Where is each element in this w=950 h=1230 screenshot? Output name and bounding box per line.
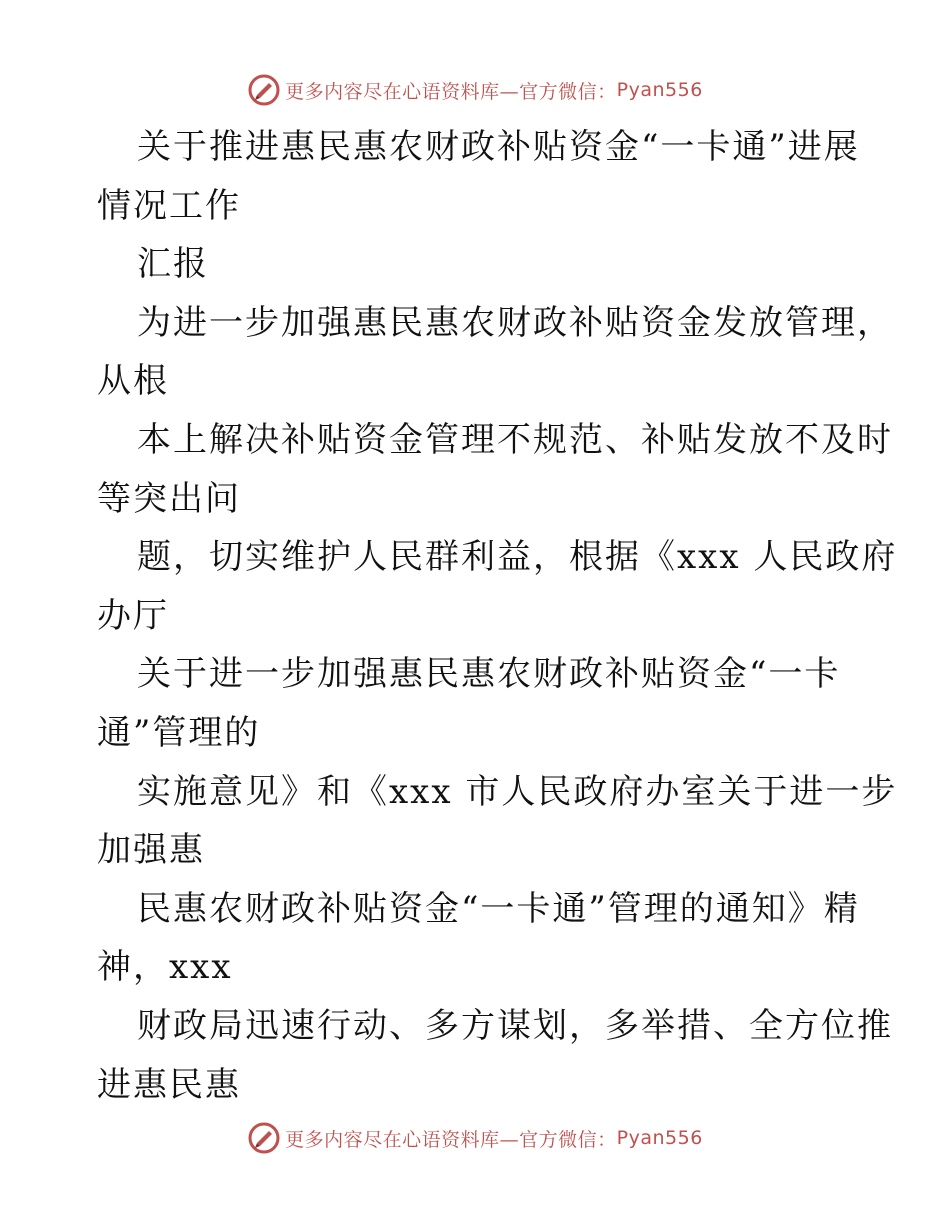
text-line: 本上解决补贴资金管理不规范、补贴发放不及时	[137, 419, 893, 460]
banner-text: 更多内容尽在心语资料库—官方微信：	[285, 1128, 617, 1151]
pen-logo-icon	[247, 73, 281, 107]
text-line: 实施意见》和《xxx 市人民政府办室关于进一步	[137, 771, 898, 812]
text-line: 从根	[97, 361, 169, 402]
text-line: 为进一步加强惠民惠农财政补贴资金发放管理，	[137, 302, 893, 343]
text-line: 关于进一步加强惠民惠农财政补贴资金“一卡	[137, 654, 841, 695]
text-line: 关于推进惠民惠农财政补贴资金“一卡通”进展	[137, 127, 860, 167]
header-banner	[0, 70, 950, 110]
text-line: 题，切实维护人民群利益，根据《xxx 人民政府	[137, 537, 898, 578]
text-line: 汇报	[137, 244, 209, 285]
text-line: 通”管理的	[97, 712, 261, 753]
text-line: 情况工作	[97, 185, 241, 226]
text-line: 神，xxx	[97, 947, 233, 988]
banner-wechat-id: Pyan556	[616, 79, 703, 101]
banner-wechat-id: Pyan556	[616, 1127, 703, 1149]
document-body	[97, 118, 898, 1114]
banner-text: 更多内容尽在心语资料库—官方微信：	[285, 80, 617, 103]
text-line: 财政局迅速行动、多方谋划，多举措、全方位推	[137, 1005, 893, 1046]
text-line: 等突出问	[97, 478, 241, 519]
text-line: 办厅	[97, 595, 169, 636]
footer-banner	[0, 1118, 950, 1158]
text-line: 进惠民惠	[97, 1064, 241, 1105]
text-line: 加强惠	[97, 830, 205, 871]
pen-logo-icon	[247, 1121, 281, 1155]
text-line: 民惠农财政补贴资金“一卡通”管理的通知》精	[137, 888, 860, 929]
